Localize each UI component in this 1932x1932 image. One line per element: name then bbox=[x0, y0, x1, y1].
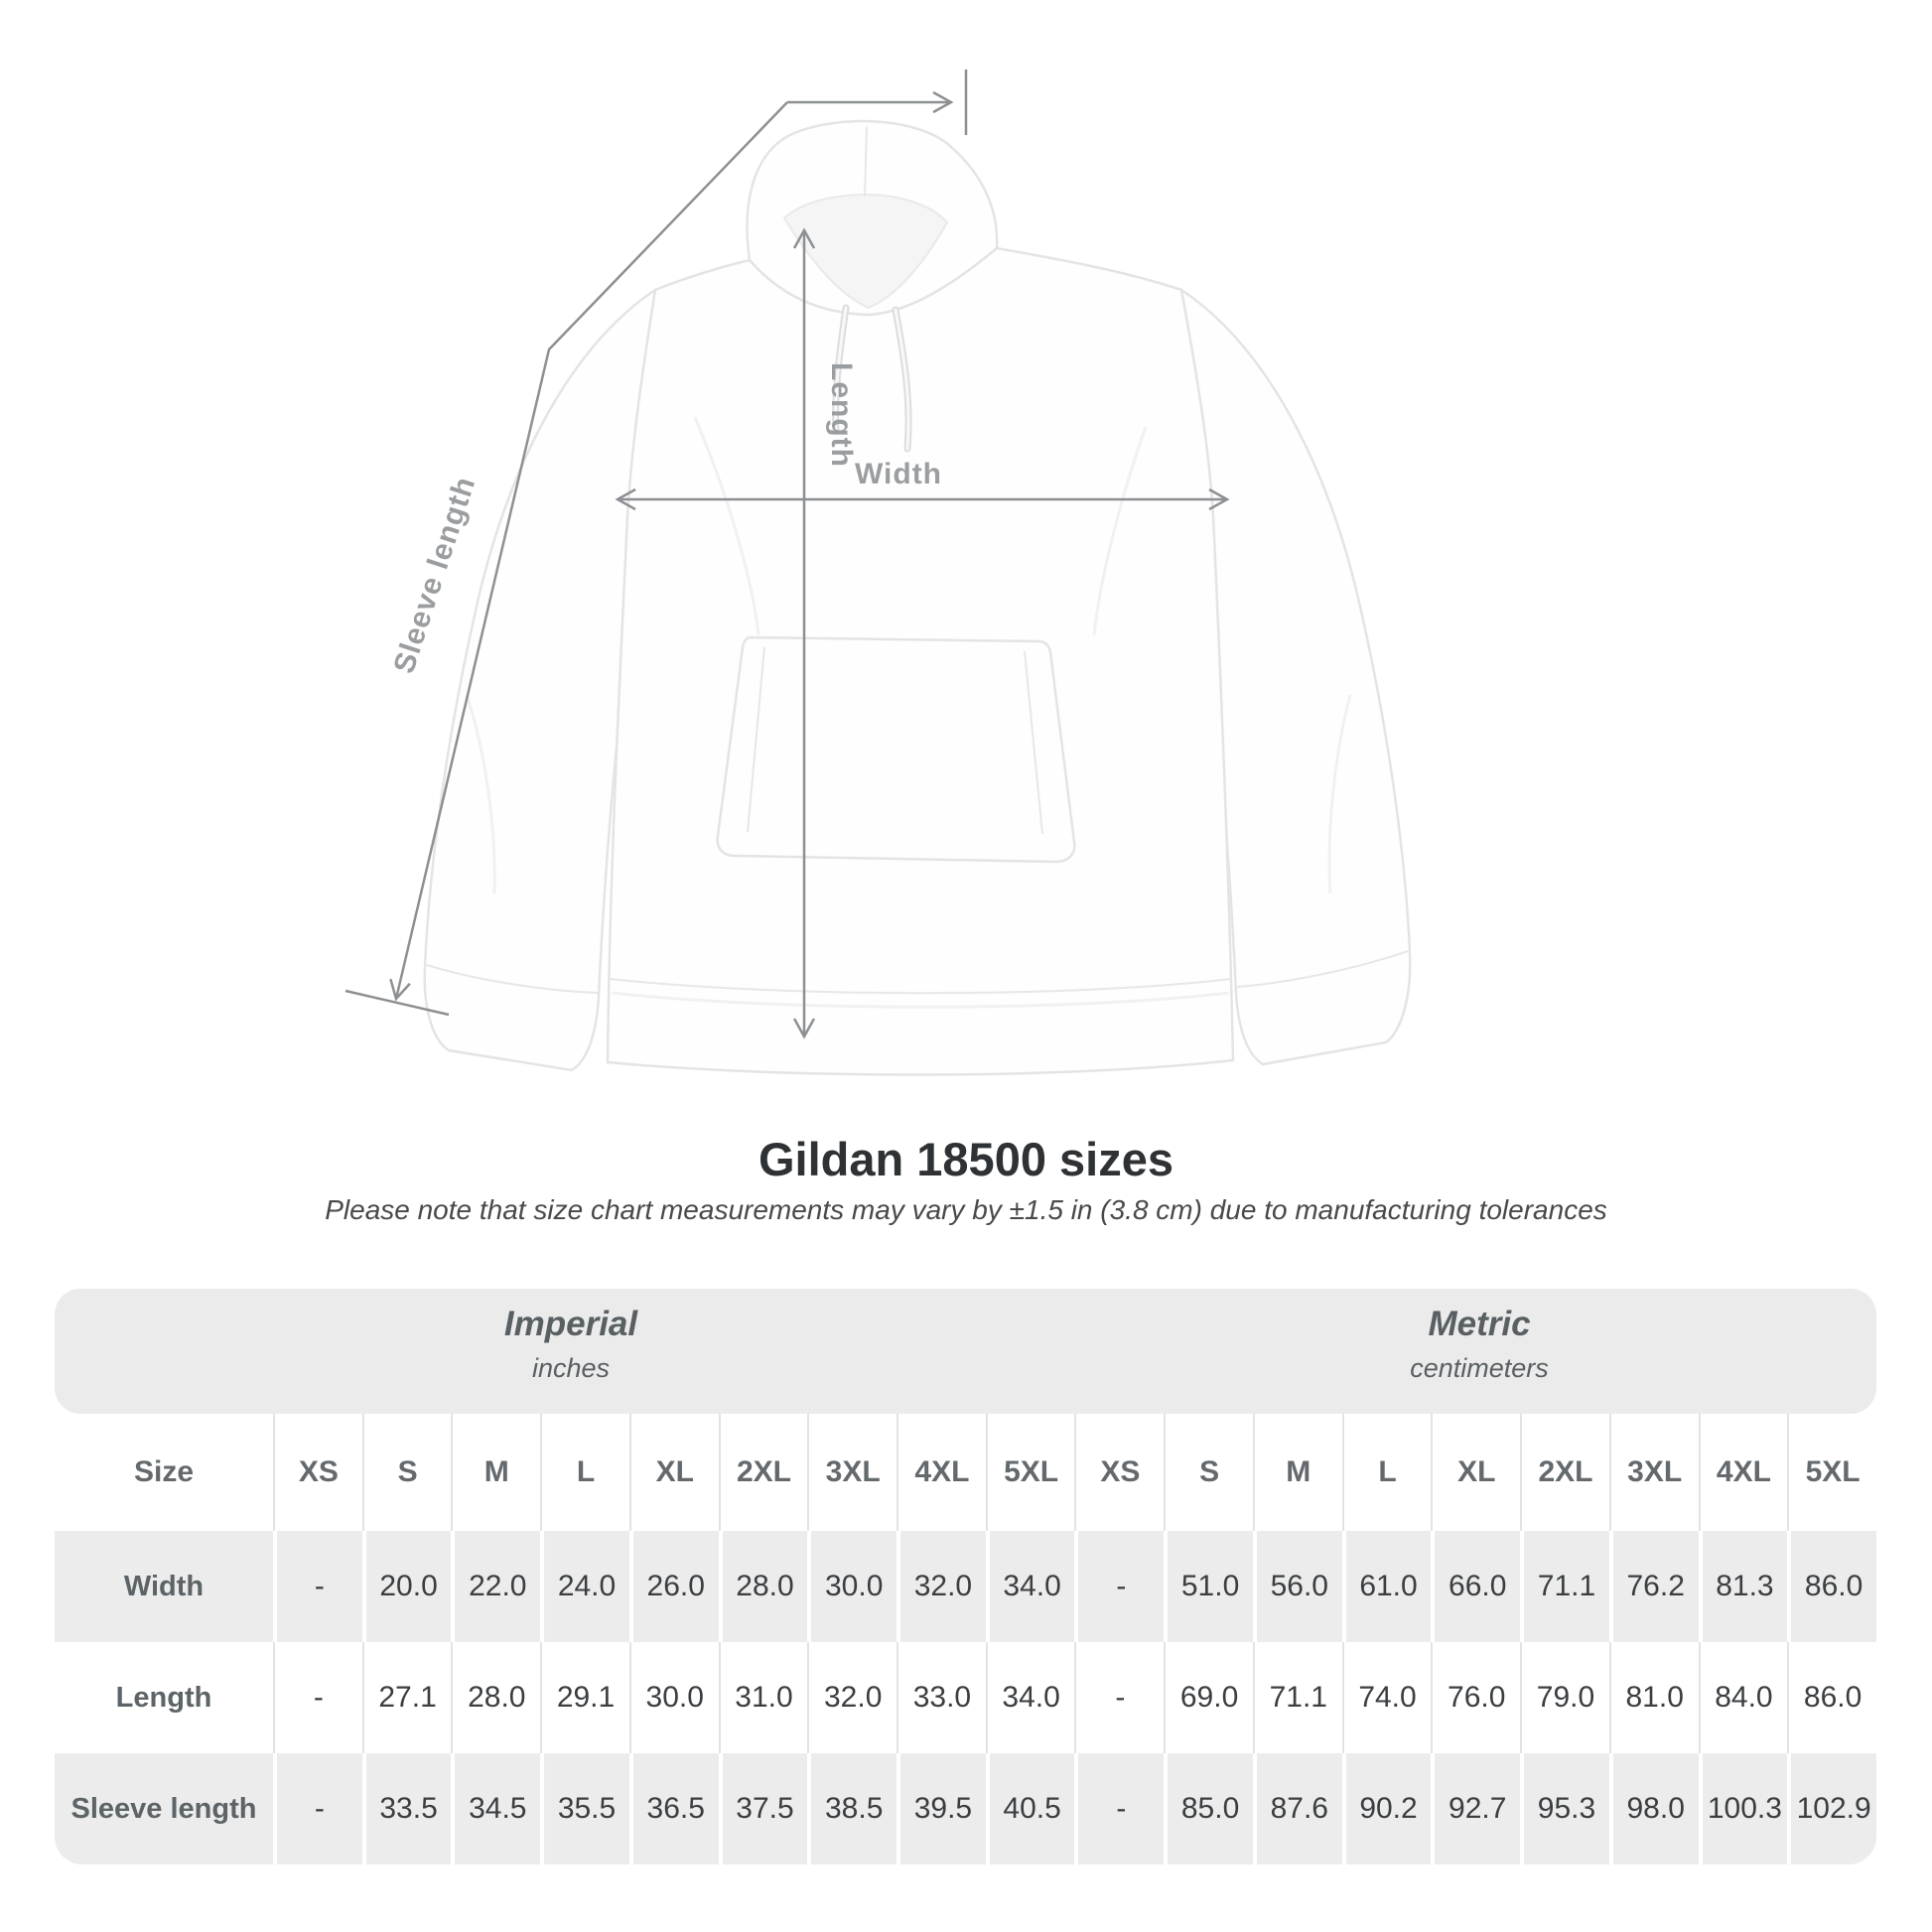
table-cell: 79.0 bbox=[1520, 1642, 1609, 1753]
table-cell: 39.5 bbox=[897, 1753, 986, 1864]
size-col-header: S bbox=[362, 1414, 452, 1531]
table-cell: 69.0 bbox=[1164, 1642, 1253, 1753]
table-cell: 86.0 bbox=[1787, 1531, 1876, 1642]
table-cell: 34.0 bbox=[986, 1531, 1075, 1642]
size-col-header: 3XL bbox=[807, 1414, 897, 1531]
table-cell: 32.0 bbox=[807, 1642, 897, 1753]
table-cell: 51.0 bbox=[1164, 1531, 1253, 1642]
row-label-length: Length bbox=[55, 1642, 273, 1753]
row-label-sleeve-length: Sleeve length bbox=[55, 1753, 273, 1864]
table-cell: - bbox=[1074, 1753, 1164, 1864]
table-cell: 37.5 bbox=[719, 1753, 808, 1864]
table-cell: 95.3 bbox=[1520, 1753, 1609, 1864]
table-cell: 40.5 bbox=[986, 1753, 1075, 1864]
table-cell: 33.5 bbox=[362, 1753, 452, 1864]
size-col-header: L bbox=[1342, 1414, 1432, 1531]
table-cell: 27.1 bbox=[362, 1642, 452, 1753]
size-col-header: 3XL bbox=[1609, 1414, 1699, 1531]
table-cell: 30.0 bbox=[629, 1642, 719, 1753]
table-cell: 35.5 bbox=[540, 1753, 629, 1864]
table-cell: 32.0 bbox=[897, 1531, 986, 1642]
table-cell: 85.0 bbox=[1164, 1753, 1253, 1864]
table-cell: - bbox=[273, 1531, 362, 1642]
table-cell: 31.0 bbox=[719, 1642, 808, 1753]
table-cell: 30.0 bbox=[807, 1531, 897, 1642]
table-cell: 71.1 bbox=[1520, 1531, 1609, 1642]
size-col-header: 5XL bbox=[986, 1414, 1075, 1531]
length-label: Length bbox=[825, 362, 858, 468]
sleeve-length-label: Sleeve length bbox=[387, 472, 483, 678]
size-col-header: 4XL bbox=[897, 1414, 986, 1531]
table-cell: 71.1 bbox=[1253, 1642, 1342, 1753]
table-cell: 61.0 bbox=[1342, 1531, 1432, 1642]
size-col-header: 4XL bbox=[1699, 1414, 1788, 1531]
size-col-header: XL bbox=[1431, 1414, 1520, 1531]
table-cell: 90.2 bbox=[1342, 1753, 1432, 1864]
size-col-header: 2XL bbox=[1520, 1414, 1609, 1531]
metric-title: Metric bbox=[1428, 1305, 1531, 1343]
table-cell: 66.0 bbox=[1431, 1531, 1520, 1642]
width-label: Width bbox=[854, 458, 943, 490]
metric-header bbox=[1410, 1305, 1549, 1384]
size-col-header: 2XL bbox=[719, 1414, 808, 1531]
table-cell: - bbox=[1074, 1531, 1164, 1642]
table-cell: 24.0 bbox=[540, 1531, 629, 1642]
table-cell: 34.5 bbox=[451, 1753, 540, 1864]
table-cell: 26.0 bbox=[629, 1531, 719, 1642]
size-col-header: 5XL bbox=[1787, 1414, 1876, 1531]
row-label-width: Width bbox=[55, 1531, 273, 1642]
size-col-header: L bbox=[540, 1414, 629, 1531]
table-cell: - bbox=[273, 1753, 362, 1864]
table-cell: - bbox=[1074, 1642, 1164, 1753]
table-cell: 87.6 bbox=[1253, 1753, 1342, 1864]
tolerance-note: Please note that size chart measurements may vary by ±1.5 in (3.8 cm) due to manufacturing tolerances bbox=[325, 1194, 1607, 1225]
table-cell: 22.0 bbox=[451, 1531, 540, 1642]
table-cell: 20.0 bbox=[362, 1531, 452, 1642]
table-cell: 34.0 bbox=[986, 1642, 1075, 1753]
size-col-header: M bbox=[1253, 1414, 1342, 1531]
table-cell: - bbox=[273, 1642, 362, 1753]
imperial-header bbox=[504, 1305, 637, 1384]
table-cell: 81.0 bbox=[1609, 1642, 1699, 1753]
table-cell: 36.5 bbox=[629, 1753, 719, 1864]
size-column-header: Size bbox=[55, 1414, 273, 1531]
table-cell: 92.7 bbox=[1431, 1753, 1520, 1864]
metric-unit: centimeters bbox=[1410, 1353, 1549, 1383]
table-cell: 56.0 bbox=[1253, 1531, 1342, 1642]
size-col-header: XS bbox=[1074, 1414, 1164, 1531]
size-chart-table bbox=[55, 1414, 1876, 1864]
imperial-title: Imperial bbox=[503, 1305, 638, 1343]
table-cell: 76.0 bbox=[1431, 1642, 1520, 1753]
table-cell: 102.9 bbox=[1787, 1753, 1876, 1864]
table-cell: 81.3 bbox=[1699, 1531, 1788, 1642]
table-cell: 38.5 bbox=[807, 1753, 897, 1864]
table-cell: 28.0 bbox=[451, 1642, 540, 1753]
table-cell: 76.2 bbox=[1609, 1531, 1699, 1642]
size-col-header: XL bbox=[629, 1414, 719, 1531]
imperial-unit: inches bbox=[531, 1353, 611, 1383]
table-cell: 33.0 bbox=[897, 1642, 986, 1753]
table-cell: 98.0 bbox=[1609, 1753, 1699, 1864]
hoodie-image bbox=[425, 121, 1411, 1074]
table-cell: 29.1 bbox=[540, 1642, 629, 1753]
table-cell: 84.0 bbox=[1699, 1642, 1788, 1753]
table-cell: 74.0 bbox=[1342, 1642, 1432, 1753]
page-title: Gildan 18500 sizes bbox=[758, 1133, 1174, 1185]
size-col-header: XS bbox=[273, 1414, 362, 1531]
table-cell: 100.3 bbox=[1699, 1753, 1788, 1864]
units-header-band bbox=[55, 1289, 1876, 1414]
size-col-header: M bbox=[451, 1414, 540, 1531]
table-cell: 86.0 bbox=[1787, 1642, 1876, 1753]
size-col-header: S bbox=[1164, 1414, 1253, 1531]
table-cell: 28.0 bbox=[719, 1531, 808, 1642]
